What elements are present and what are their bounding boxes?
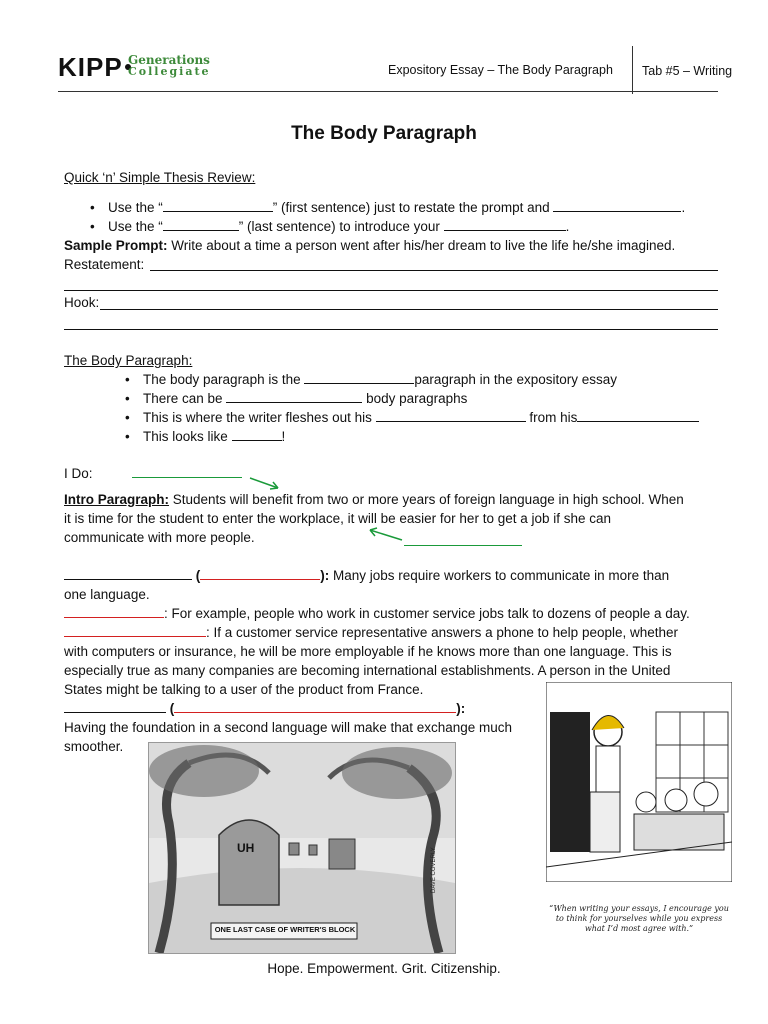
tombstone-text: UH <box>237 841 255 855</box>
body-heading: The Body Paragraph: <box>64 353 193 368</box>
example-line: : For example, people who work in customer service jobs talk to dozens of people a day. <box>64 604 690 623</box>
sample-prompt: Sample Prompt: Write about a time a person went after his/her dream to live the life he/she imagined. <box>64 238 676 253</box>
topic-sentence-line-2: one language. <box>64 587 150 602</box>
concluding-text-2: smoother. <box>64 739 124 754</box>
graveyard-illustration <box>149 743 455 953</box>
header-rule <box>58 91 718 92</box>
writers-block-cartoon <box>148 742 456 954</box>
page-header <box>0 0 768 100</box>
cartoonist-signature: DAVE COVERLY <box>431 847 437 893</box>
classroom-illustration <box>546 682 732 882</box>
topic-sentence-line: ( ): Many jobs require workers to communicate in more than <box>64 566 669 585</box>
body-bullet-2: • There can be body paragraphs <box>143 389 467 408</box>
explanation-line-1: : If a customer service representative answers a phone to help people, whether <box>64 623 678 642</box>
intro-blank-green[interactable] <box>404 532 522 546</box>
hook-line-2[interactable] <box>64 329 718 330</box>
footer-motto: Hope. Empowerment. Grit. Citizenship. <box>267 961 501 976</box>
thesis-bullet-1: • Use the “ ” (first sentence) just to restate the prompt and . <box>108 198 685 217</box>
hook-label: Hook: <box>64 295 100 310</box>
explanation-line-4: States might be talking to a user of the product from France. <box>64 682 424 697</box>
thesis-heading: Quick ‘n’ Simple Thesis Review: <box>64 170 256 185</box>
tab-label: Tab #5 – Writing <box>642 64 733 78</box>
ido-blank-green[interactable] <box>132 464 242 478</box>
classroom-cartoon <box>546 682 732 932</box>
explanation-line-3: especially true as many companies are becoming international establishments. A person in the United <box>64 663 671 678</box>
explanation-line-2: with computers or insurance, he will be more employable if he knows more than one language. This is <box>64 644 672 659</box>
kipp-logo: KIPP <box>58 52 131 83</box>
concluding-text-1: Having the foundation in a second language will make that exchange much <box>64 720 513 735</box>
document-title: Expository Essay – The Body Paragraph <box>388 63 613 77</box>
concluding-line: ( ): <box>64 699 465 718</box>
classroom-caption: “When writing your essays, I encourage you to think for yourselves while you express what I’d most agree with.” <box>549 904 729 933</box>
body-bullet-1: • The body paragraph is the paragraph in the expository essay <box>143 370 617 389</box>
arrow-left-icon <box>362 522 410 546</box>
page-title: The Body Paragraph <box>291 123 477 144</box>
body-bullet-3: • This is where the writer fleshes out his from his <box>143 408 699 427</box>
intro-paragraph-line-1: Intro Paragraph: Students will benefit from two or more years of foreign language in high school. When <box>64 492 684 507</box>
writers-block-sign: ONE LAST CASE OF WRITER'S BLOCK <box>214 925 356 934</box>
intro-paragraph-line-2: it is time for the student to enter the workplace, it will be easier for her to get a job if she can <box>64 511 612 526</box>
restatement-line-2[interactable] <box>64 290 718 291</box>
header-divider <box>632 46 633 94</box>
thesis-bullet-2: • Use the “ ” (last sentence) to introduce your . <box>108 217 569 236</box>
restatement-label: Restatement: <box>64 257 145 272</box>
body-bullet-4: • This looks like ! <box>143 427 285 446</box>
restatement-line[interactable] <box>150 270 718 271</box>
generations-collegiate-logo: Generations Collegiate <box>128 53 211 78</box>
ido-label: I Do: <box>64 466 93 481</box>
hook-line[interactable] <box>100 309 718 310</box>
intro-paragraph-line-3: communicate with more people. <box>64 530 255 545</box>
